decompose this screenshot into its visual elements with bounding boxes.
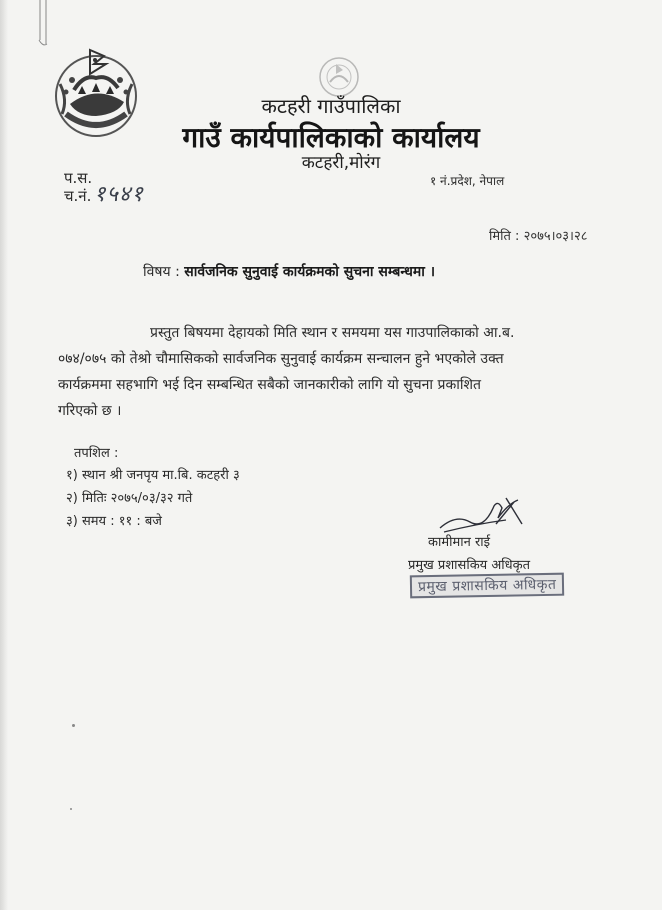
cn-label: च.नं.	[64, 187, 92, 205]
official-stamp: प्रमुख प्रशासकिय अधिकृत	[410, 573, 565, 599]
details-item-date: २) मितिः २०७५/०३/३२ गते	[66, 491, 193, 506]
signatory-name: कामीमान राई	[428, 535, 491, 550]
office-location: कटहरी,मोरंग	[301, 153, 381, 173]
letter-date: मिति : २०७५।०३।२८	[489, 229, 588, 244]
province-address: १ नं.प्रदेश, नेपाल	[430, 174, 505, 188]
scan-speck	[70, 808, 72, 810]
subject-text: सार्वजनिक सुनुवाई कार्यक्रमको सुचना सम्बन्धमा ।	[184, 264, 436, 280]
signatory-title: प्रमुख प्रशासकिय अधिकृत	[408, 558, 531, 573]
subject-line	[143, 262, 435, 281]
staple-mark	[34, 0, 52, 48]
body-line: गरिएको छ ।	[58, 403, 122, 419]
cn-handwritten-number: १५४१	[94, 182, 144, 207]
body-line: कार्यक्रममा सहभागि भई दिन सम्बन्धित सबैको जानकारीको लागि यो सुचना प्रकाशित	[58, 377, 481, 393]
body-line: प्रस्तुत बिषयमा देहायको मिति स्थान र समयमा यस गाउपालिकाको आ.ब.	[150, 325, 515, 341]
details-item-time: ३) समय : ११ : बजे	[66, 514, 162, 529]
office-title: गाउँ कार्यपालिकाको कार्यालय	[182, 121, 480, 154]
details-heading: तपशिल :	[74, 446, 119, 461]
municipality-name: कटहरी गाउँपालिका	[261, 94, 401, 118]
scan-speck	[72, 724, 75, 727]
details-item-location: १) स्थान श्री जनपृय मा.बि. कटहरी ३	[66, 468, 240, 483]
subject-label: विषय :	[143, 264, 180, 280]
body-paragraph	[58, 320, 618, 424]
body-line: ०७४/०७५ को तेश्रो चौमासिकको सार्वजनिक सुनुवाई कार्यक्रम सन्चालन हुने भएकोले उक्त	[58, 351, 504, 367]
ps-label: प.स.	[64, 169, 93, 187]
